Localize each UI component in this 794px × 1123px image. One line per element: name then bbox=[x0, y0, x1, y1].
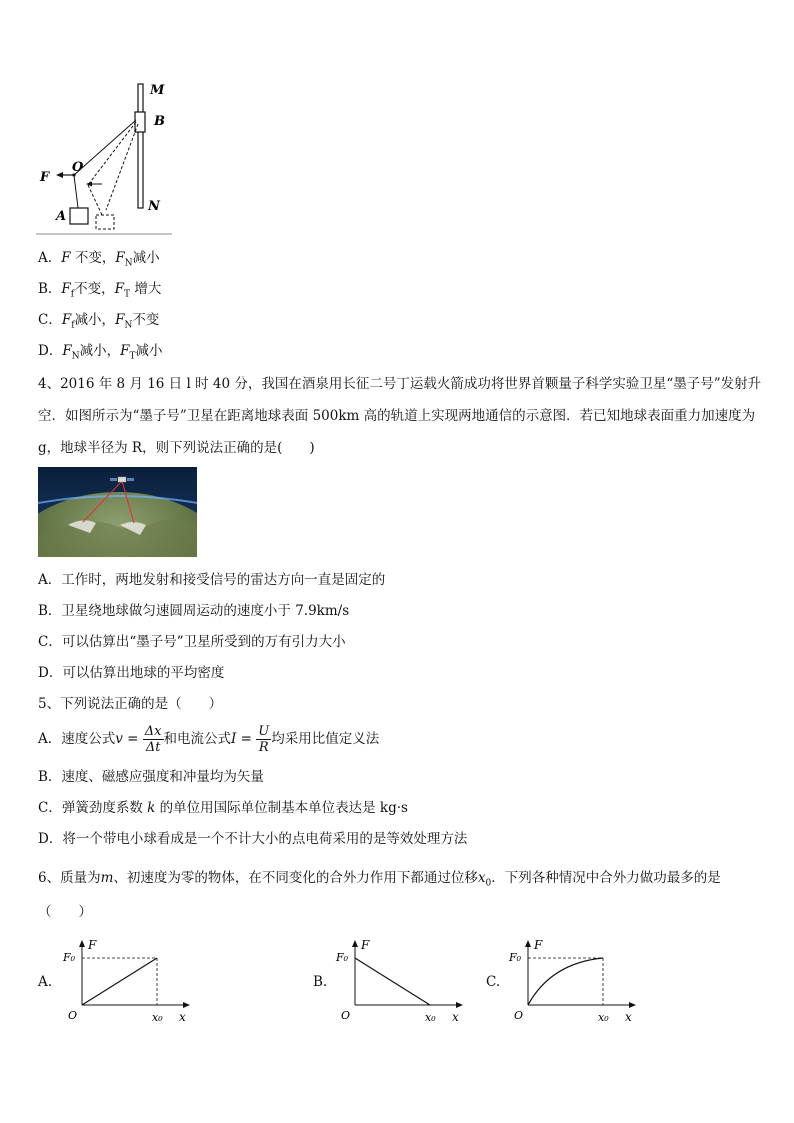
svg-text:O: O bbox=[514, 1009, 524, 1022]
label-m: M bbox=[150, 83, 165, 98]
q6-stem: 6、质量为m、初速度为零的物体，在不同变化的合外力作用下都通过位移$x_0$．下列各种情况中合外力做功最多的是 bbox=[38, 870, 721, 889]
svg-text:O: O bbox=[341, 1009, 351, 1022]
q6-option-a-label[interactable]: A. bbox=[38, 974, 53, 990]
q5-stem: 5、下列说法正确的是（ ） bbox=[38, 696, 223, 712]
svg-text:x: x bbox=[179, 1010, 186, 1024]
q3-option-b[interactable]: B．$F_f$不变，$F_T$ 增大 bbox=[38, 281, 162, 300]
label-n: N bbox=[148, 199, 160, 214]
q6-graph-c[interactable] bbox=[506, 935, 641, 1025]
rod-mn bbox=[138, 84, 143, 208]
q5-option-c[interactable]: C．弹簧劲度系数 k 的单位用国际单位制基本单位表达是 kg·s bbox=[38, 800, 408, 816]
svg-text:F₀: F₀ bbox=[509, 951, 522, 964]
q4-option-d[interactable]: D．可以估算出地球的平均密度 bbox=[38, 665, 225, 681]
svg-text:F₀: F₀ bbox=[336, 951, 349, 964]
label-a: A bbox=[56, 209, 67, 224]
graph-b-curve bbox=[355, 958, 430, 1005]
svg-text:x: x bbox=[625, 1010, 632, 1024]
q6-graph-a[interactable] bbox=[60, 935, 195, 1025]
q3-option-d[interactable]: D．$F_N$减小，$F_T$减小 bbox=[38, 343, 163, 362]
pulley-wall-diagram bbox=[36, 80, 176, 240]
svg-text:O: O bbox=[68, 1009, 78, 1022]
graph-c-curve bbox=[528, 958, 603, 1005]
q3-option-c[interactable]: C．$F_f$减小，$F_N$不变 bbox=[38, 312, 160, 331]
q6-paren: （ ） bbox=[38, 904, 92, 920]
fraction-current: $\frac{U}{R}$ bbox=[258, 724, 270, 755]
svg-text:x₀: x₀ bbox=[425, 1011, 436, 1024]
block-a-dashed bbox=[96, 215, 114, 229]
svg-text:x: x bbox=[452, 1010, 459, 1024]
svg-text:F₀: F₀ bbox=[63, 951, 76, 964]
q6-option-b-label[interactable]: B. bbox=[313, 974, 328, 990]
satellite-earth-image bbox=[38, 467, 197, 557]
string-dashed bbox=[88, 122, 136, 185]
q4-option-b[interactable]: B．卫星绕地球做匀速圆周运动的速度小于 7.9km/s bbox=[38, 603, 350, 619]
graph-a-curve bbox=[82, 958, 157, 1005]
q5-option-b[interactable]: B．速度、磁感应强度和冲量均为矢量 bbox=[38, 769, 264, 785]
label-o: O bbox=[72, 160, 84, 175]
svg-text:F: F bbox=[88, 938, 97, 952]
svg-text:F: F bbox=[534, 938, 543, 952]
q6-option-c-label[interactable]: C. bbox=[486, 974, 501, 990]
fraction-velocity: $\frac{\Delta x}{\Delta t}$ bbox=[144, 724, 162, 755]
q5-option-a[interactable]: A．速度公式v = $\frac{\Delta x}{\Delta t}$ 和电流公式I = $\frac{U}{R}$ 均采用比值定义法 bbox=[38, 724, 380, 755]
block-a bbox=[70, 208, 88, 224]
q4-option-a[interactable]: A．工作时，两地发射和接受信号的雷达方向一直是固定的 bbox=[38, 572, 386, 588]
q4-stem: 4、2016 年 8 月 16 日 l 时 40 分，我国在酒泉用长征二号丁运载火箭成功将世界首颗量子科学实验卫星“墨子号”发射升空．如图所示为“墨子号”卫星在距离地球表面 500km 高的轨道上实现两地通信的示意图．若已知地球表面重力加速度为 g，地球半径为 R，则下列说法正确的是( ) bbox=[38, 376, 762, 456]
q5-option-d[interactable]: D．将一个带电小球看成是一个不计大小的点电荷采用的是等效处理方法 bbox=[38, 831, 468, 847]
svg-text:F: F bbox=[361, 938, 370, 952]
label-b: B bbox=[154, 114, 165, 129]
q6-graph-b[interactable] bbox=[333, 935, 468, 1025]
q3-option-a[interactable]: A．F 不变，$F_N$减小 bbox=[38, 250, 160, 269]
svg-text:x₀: x₀ bbox=[152, 1011, 163, 1024]
svg-text:x₀: x₀ bbox=[598, 1011, 609, 1024]
label-f: F bbox=[40, 170, 50, 185]
q4-option-c[interactable]: C．可以估算出“墨子号”卫星所受到的万有引力大小 bbox=[38, 634, 346, 650]
